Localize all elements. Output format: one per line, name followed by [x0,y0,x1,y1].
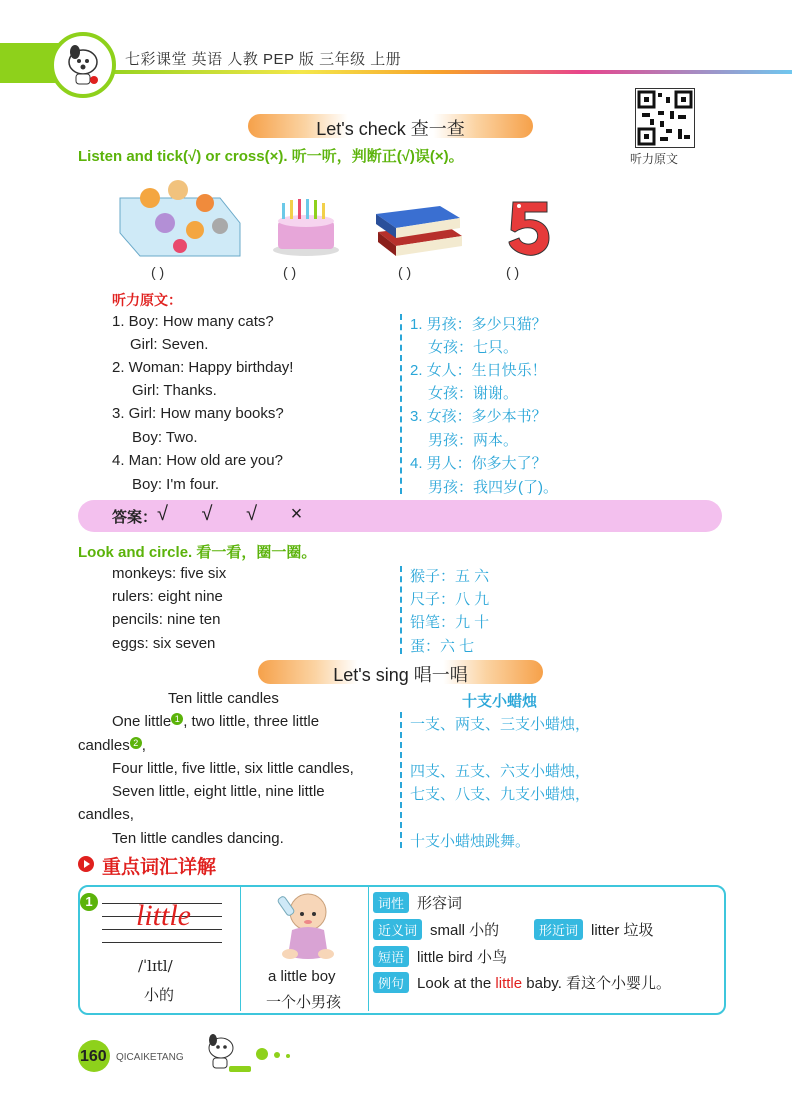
script-en-line: Girl: Seven. [130,336,209,353]
script-cn-line: 男孩：我四岁(了)。 [428,479,558,496]
vocab-heading: 重点词汇详解 [102,857,217,878]
script-cn-line: 男孩：两本。 [428,432,519,449]
pos-value: 形容词 [417,895,463,912]
answer-paren-2[interactable]: ( ) [283,264,297,280]
song-line-3: Seven little, eight little, nine little [112,783,325,800]
syn-row [373,919,499,940]
song-text: One little [112,713,172,730]
check-banner [248,114,533,138]
tag-similar: 形近词 [534,919,583,940]
footer-dot [286,1054,290,1058]
tag-example: 例句 [373,972,409,993]
script-en-line: Boy: Two. [132,429,198,446]
similar-value: litter 垃圾 [591,922,654,939]
qr-code-icon [636,89,694,147]
answer-label: 答案： [112,509,158,526]
song-text: , two little, three little [183,713,320,730]
footer-dot [256,1048,268,1060]
synonym-value: small 小的 [430,922,500,939]
example-highlight: little [495,975,523,992]
script-title: 听力原文： [112,292,182,308]
baby-with-bottle-icon [270,890,340,962]
answer-paren-3[interactable]: ( ) [398,264,412,280]
phrase-value: little bird 小鸟 [417,949,508,966]
footer-brand: QICAIKETANG [116,1052,184,1063]
script-en-line: Girl: Thanks. [132,382,217,399]
sing-banner [258,660,543,684]
header-rainbow-line [92,70,792,74]
vocab-divider [368,887,369,1011]
look-en-line: monkeys: five six [112,565,227,582]
dashed-separator [400,566,402,654]
song-line-4: Ten little candles dancing. [112,830,284,847]
script-cn-line: 1. 男孩：多少只猫？ [410,316,547,333]
tag-phrase: 短语 [373,946,409,967]
qr-code[interactable] [635,88,695,148]
cake-picture [272,195,340,257]
dashed-separator [400,712,402,848]
song-line-2: Four little, five little, six little candles, [112,760,354,777]
dog-mascot-icon [195,1032,255,1076]
song-text: , [141,737,146,754]
look-instruction: Look and circle. 看一看，圈一圈。 [78,544,317,561]
dog-mascot-icon [54,36,112,94]
script-en-line: 1. Boy: How many cats? [112,313,274,330]
check-banner-text: Let's check 查一查 [316,119,465,139]
look-en-line: eggs: six seven [112,635,216,652]
song-cn-line: 四支、五支、六支小蜡烛， [410,763,591,780]
note-marker: 1 [171,713,183,725]
song-line-3b: candles, [78,806,134,823]
song-title-cn: 十支小蜡烛 [462,693,538,710]
play-bullet-icon [78,856,94,872]
note-marker: 2 [130,737,142,749]
pos-row [373,892,462,913]
song-line-1 [112,713,319,730]
cats-in-box-icon [110,168,245,260]
header-title: 七彩课堂 英语 人教 PEP 版 三年级 上册 [125,51,402,68]
books-icon [374,202,466,258]
example-en: a little boy [268,968,336,985]
footer-dot [274,1052,280,1058]
vocab-divider [240,887,241,1011]
song-cn-line: 七支、八支、九支小蜡烛， [410,786,591,803]
tag-synonym: 近义词 [373,919,422,940]
dashed-separator [400,314,402,494]
cats-picture [110,168,245,260]
sing-banner-text: Let's sing 唱一唱 [333,665,468,685]
footer-mascot [195,1032,255,1076]
look-cn-line: 尺子：八 九 [410,591,490,608]
answer-paren-1[interactable]: ( ) [151,264,165,280]
vocab-phonetic: /ˈlɪtl/ [138,957,173,975]
answer-marks: √ √ √ × [157,503,317,525]
baby-picture [270,890,340,962]
number-five-picture [505,198,555,258]
song-title-en: Ten little candles [168,690,279,707]
look-cn-line: 猴子：五 六 [410,568,490,585]
look-cn-line: 蛋：六 七 [410,638,475,655]
song-line-1b [78,737,146,754]
look-cn-line: 铅笔：九 十 [410,614,490,631]
answer-paren-4[interactable]: ( ) [506,264,520,280]
phrase-row [373,946,507,967]
song-cn-line: 一支、两支、三支小蜡烛， [410,716,591,733]
script-cn-line: 4. 男人：你多大了？ [410,455,547,472]
birthday-cake-icon [272,195,340,257]
example-cn: 一个小男孩 [266,994,342,1011]
song-text: candles [78,737,130,754]
qr-label: 听力原文 [630,152,679,166]
page-number: 160 [80,1048,107,1065]
books-picture [374,202,466,258]
vocab-meaning: 小的 [144,987,175,1004]
tag-pos: 词性 [373,892,409,913]
mascot-logo [50,32,116,98]
script-cn-line: 2. 女人：生日快乐！ [410,362,547,379]
number-five-icon [505,198,555,258]
script-cn-line: 3. 女孩：多少本书？ [410,408,547,425]
look-en-line: rulers: eight nine [112,588,223,605]
script-cn-line: 女孩：谢谢。 [428,385,519,402]
look-en-line: pencils: nine ten [112,611,221,628]
script-en-line: 2. Woman: Happy birthday! [112,359,294,376]
sim-row [534,919,654,940]
script-en-line: 4. Man: How old are you? [112,452,283,469]
script-en-line: 3. Girl: How many books? [112,405,284,422]
example-text: Look at the [417,975,496,992]
example-row [373,972,671,993]
play-arrow-icon [78,856,94,872]
script-en-line: Boy: I'm four. [132,476,220,493]
check-instruction: Listen and tick(√) or cross(×). 听一听，判断正(√)误(×)。 [78,148,464,165]
example-text: baby. 看这个小婴儿。 [522,975,672,992]
vocab-word: little [136,899,191,932]
script-cn-line: 女孩：七只。 [428,339,519,356]
song-cn-line: 十支小蜡烛跳舞。 [410,833,531,850]
vocab-number: 1 [80,893,98,911]
writing-line [102,942,222,943]
